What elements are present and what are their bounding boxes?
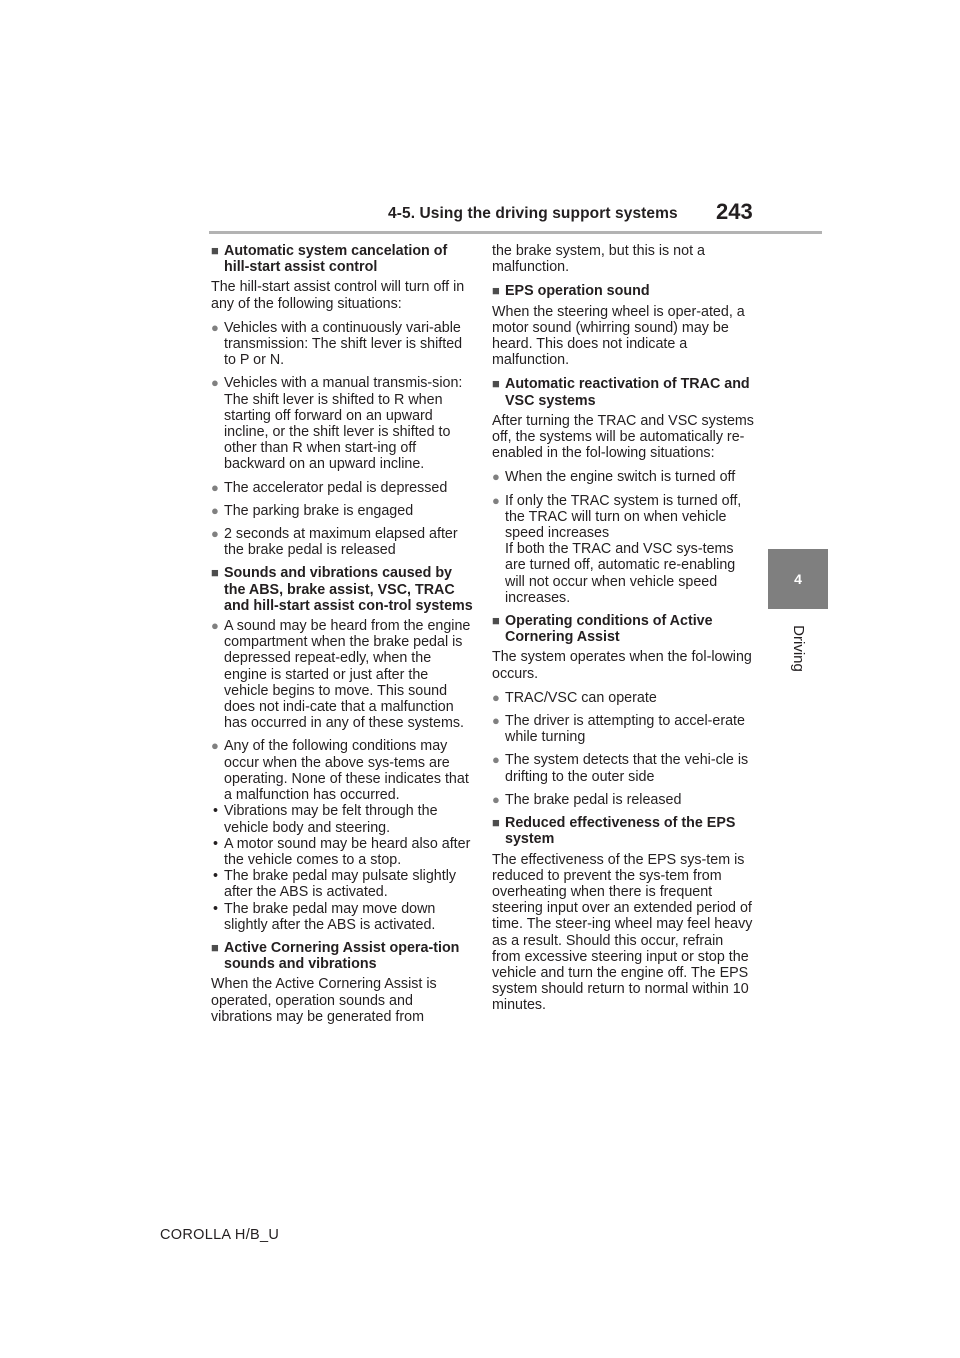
bullet-icon: ● (211, 502, 219, 518)
heading-text: Active Cornering Assist opera-tion sounds and vibrations (224, 939, 460, 973)
list-item (492, 713, 754, 745)
paragraph: After turning the TRAC and VSC systems off, the systems will be automatically re-enabled in the fol-lowing situations: (492, 412, 754, 462)
sub-item (211, 868, 473, 900)
list-item (492, 493, 754, 606)
bullet-icon: ● (211, 479, 219, 495)
list-item-text: The system detects that the vehi-cle is drifting to the outer side (505, 752, 749, 785)
list-item-text: Vehicles with a continuously vari-able transmission: The shift lever is shifted to P or N. (224, 319, 463, 369)
bullet-icon: ● (492, 492, 500, 508)
list-item (211, 503, 473, 519)
list-item-text (505, 493, 754, 606)
section-heading (211, 243, 473, 275)
list-item-text: Vehicles with a manual transmis-sion: The shift lever is shifted to R when starting off forward on an upward incline, or the shift lever is shifted to other than R when start-ing off backward on an upward incline. (224, 375, 463, 473)
heading-marker-icon: ■ (492, 283, 500, 299)
chapter-tab: 4 (768, 549, 828, 609)
bullet-icon: ● (211, 319, 219, 335)
sub-item-text: A motor sound may be heard also after the vehicle comes to a stop. (224, 835, 471, 868)
list-item-line: If both the TRAC and VSC sys-tems are turned off, automatic re-enabling will not occur when vehicle speed increases. (505, 541, 736, 606)
sub-item (211, 836, 473, 868)
bullet-icon: ● (492, 752, 500, 768)
chapter-label-text: Driving (789, 624, 807, 672)
chapter-label (768, 618, 828, 678)
bullet-icon: ● (492, 713, 500, 729)
heading-text: Automatic system cancelation of hill-start assist control (224, 243, 448, 276)
sub-item-text: Vibrations may be felt through the vehicle body and steering. (224, 803, 438, 836)
list-item (211, 526, 473, 558)
list-item-text: The brake pedal is released (505, 791, 682, 808)
list-item (492, 792, 754, 808)
list-item-line: If only the TRAC system is turned off, the TRAC will turn on when vehicle speed increases (505, 492, 742, 542)
section-heading (492, 283, 754, 299)
footer-model-code: COROLLA H/B_U (160, 1227, 280, 1243)
list-item (211, 480, 473, 496)
paragraph: The effectiveness of the EPS sys-tem is reduced to prevent the sys-tem from overheating when there is frequent steering input over an extended period of time. The steer-ing wheel may feel heavy as a result. Should this occur, refrain from excessive steering input or stop the vehicle and turn the engine off. The EPS system should return to normal within 10 minutes. (492, 851, 753, 1014)
list-item-text: When the engine switch is turned off (505, 469, 736, 486)
heading-marker-icon: ■ (492, 815, 500, 831)
paragraph: When the steering wheel is oper-ated, a motor sound (whirring sound) may be heard. This does not indicate a malfunction. (492, 303, 745, 369)
list-item-text: 2 seconds at maximum elapsed after the brake pedal is released (224, 526, 458, 559)
list-item (211, 320, 473, 369)
section-heading (492, 376, 754, 408)
list-item (492, 469, 754, 485)
bullet-icon: ● (211, 375, 219, 391)
paragraph: The hill-start assist control will turn off in any of the following situations: (211, 279, 465, 312)
sub-item-text: The brake pedal may pulsate slightly after the ABS is activated. (224, 868, 457, 901)
bullet-icon: ● (492, 469, 500, 485)
section-heading (492, 815, 754, 847)
bullet-icon: ● (211, 738, 219, 754)
section-title: 4-5. Using the driving support systems (388, 205, 678, 222)
bullet-icon: ● (211, 618, 219, 634)
list-item (211, 738, 473, 803)
section-heading (492, 613, 754, 645)
heading-text: Reduced effectiveness of the EPS system (505, 815, 736, 848)
heading-marker-icon: ■ (492, 613, 500, 629)
paragraph: the brake system, but this is not a malfunction. (492, 243, 705, 276)
section-heading (211, 565, 473, 614)
paragraph: The system operates when the fol-lowing occurs. (492, 649, 752, 682)
section-heading (211, 940, 473, 972)
heading-marker-icon: ■ (492, 376, 500, 392)
sub-item (211, 803, 473, 835)
bullet-icon: ● (211, 526, 219, 542)
list-item-text: The accelerator pedal is depressed (224, 479, 448, 496)
heading-text: Operating conditions of Active Cornering Assist (505, 613, 713, 646)
right-column (492, 243, 754, 1022)
sub-bullet-icon: • (213, 868, 219, 885)
sub-bullet-icon: • (213, 900, 219, 917)
list-item-text: Any of the following conditions may occur when the above sys-tems are operating. None of these indicates that a malfunction has occurred. (224, 738, 469, 804)
list-item (492, 752, 754, 784)
list-item-text: TRAC/VSC can operate (505, 689, 657, 706)
sub-item-text: The brake pedal may move down slightly after the ABS is activated. (224, 900, 436, 933)
list-item (211, 375, 473, 472)
heading-text: Sounds and vibrations caused by the ABS, brake assist, VSC, TRAC and hill-start assist con-trol systems (224, 565, 473, 614)
list-item-text: The driver is attempting to accel-erate while turning (505, 713, 745, 746)
sub-item (211, 901, 473, 933)
paragraph: When the Active Cornering Assist is operated, operation sounds and vibrations may be generated from (211, 976, 437, 1025)
heading-marker-icon: ■ (211, 939, 219, 955)
list-item (211, 618, 473, 731)
heading-marker-icon: ■ (211, 565, 219, 581)
heading-text: Automatic reactivation of TRAC and VSC systems (505, 376, 750, 409)
list-item-text: A sound may be heard from the engine compartment when the brake pedal is depressed repeat-edly, when the engine is started or just after the vehicle begins to move. This sound does not indi-cate that a malfunction has occurred in any of these systems. (224, 618, 471, 732)
list-item (492, 690, 754, 706)
heading-text: EPS operation sound (505, 283, 650, 300)
sub-list (211, 803, 473, 933)
heading-marker-icon: ■ (211, 243, 219, 258)
sub-bullet-icon: • (213, 803, 219, 820)
list-item-text: The parking brake is engaged (224, 502, 414, 519)
page-number: 243 (716, 199, 753, 224)
sub-bullet-icon: • (213, 835, 219, 852)
header-divider (209, 231, 822, 234)
bullet-icon: ● (492, 791, 500, 807)
left-column (211, 243, 473, 1033)
bullet-icon: ● (492, 689, 500, 705)
